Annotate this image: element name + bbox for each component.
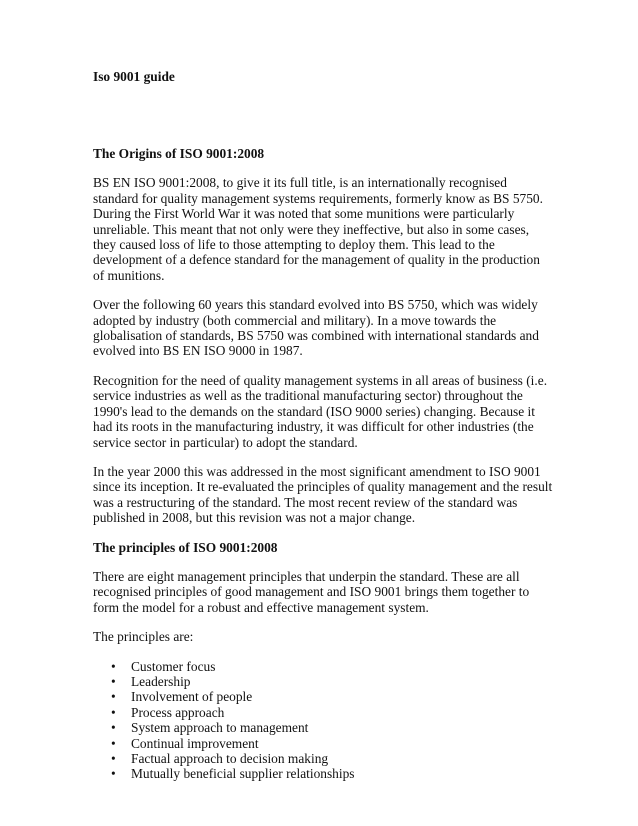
list-item-label: Customer focus — [131, 658, 216, 674]
list-item — [93, 736, 553, 751]
document-body — [93, 146, 553, 782]
list-item-label: Process approach — [131, 704, 225, 720]
list-item — [93, 766, 553, 781]
list-item — [93, 751, 553, 766]
bullet-icon: • — [111, 766, 116, 782]
section-heading-principles: The principles of ISO 9001:2008 — [93, 539, 278, 555]
bullet-icon: • — [111, 658, 116, 674]
paragraph: Recognition for the need of quality management systems in all areas of business (i.e. service industries as well as the traditional manufacturing sector) throughout the 1990's lead to the demands on the standard (ISO 9000 series) changing. Because it had its roots in the manufacturing industry, it was difficult for other industries (the service sector in particular) to adopt the standard. — [93, 372, 548, 450]
list-item-label: Mutually beneficial supplier relationships — [131, 766, 355, 782]
paragraph: In the year 2000 this was addressed in the most significant amendment to ISO 9001 since its inception. It re-evaluated the principles of quality management and the result was a restructuring of the standard. The most recent review of the standard was published in 2008, but this revision was not a major change. — [93, 463, 553, 526]
paragraph: The principles are: — [93, 629, 194, 645]
bullet-icon: • — [111, 673, 116, 689]
bullet-icon: • — [111, 735, 116, 751]
section-heading-origins: The Origins of ISO 9001:2008 — [93, 146, 265, 161]
list-item-label: System approach to management — [131, 720, 309, 736]
list-item — [93, 705, 553, 720]
list-item-label: Factual approach to decision making — [131, 751, 329, 766]
bullet-icon: • — [111, 689, 116, 705]
bullet-icon: • — [111, 720, 116, 736]
list-item — [93, 720, 553, 735]
list-item-label: Involvement of people — [131, 689, 253, 705]
list-item-label: Continual improvement — [131, 735, 259, 751]
paragraph: Over the following 60 years this standard evolved into BS 5750, which was widely adopted by industry (both commercial and military). In a move towards the globalisation of standards, BS 5750 was combined with international standards and evolved into BS EN ISO 9000 in 1987. — [93, 297, 539, 359]
principles-list — [93, 659, 553, 782]
bullet-icon: • — [111, 704, 116, 720]
paragraph: BS EN ISO 9001:2008, to give it its full title, is an internationally recognised standard for quality management systems requirements, formerly know as BS 5750. During the First World War it was noted that some munitions were particularly unreliable. This meant that not only were they ineffective, but also in some cases, they caused loss of life to those attempting to deploy them. This lead to the development of a defence standard for the management of quality in the production of munitions. — [93, 175, 543, 283]
list-item — [93, 659, 553, 674]
paragraph: There are eight management principles that underpin the standard. These are all recognised principles of good management and ISO 9001 brings them together to form the model for a robust and effective management system. — [93, 568, 530, 615]
list-item-label: Leadership — [131, 673, 191, 689]
list-item — [93, 674, 553, 689]
bullet-icon: • — [111, 751, 116, 766]
list-item — [93, 689, 553, 704]
document-title: Iso 9001 guide — [93, 69, 175, 84]
